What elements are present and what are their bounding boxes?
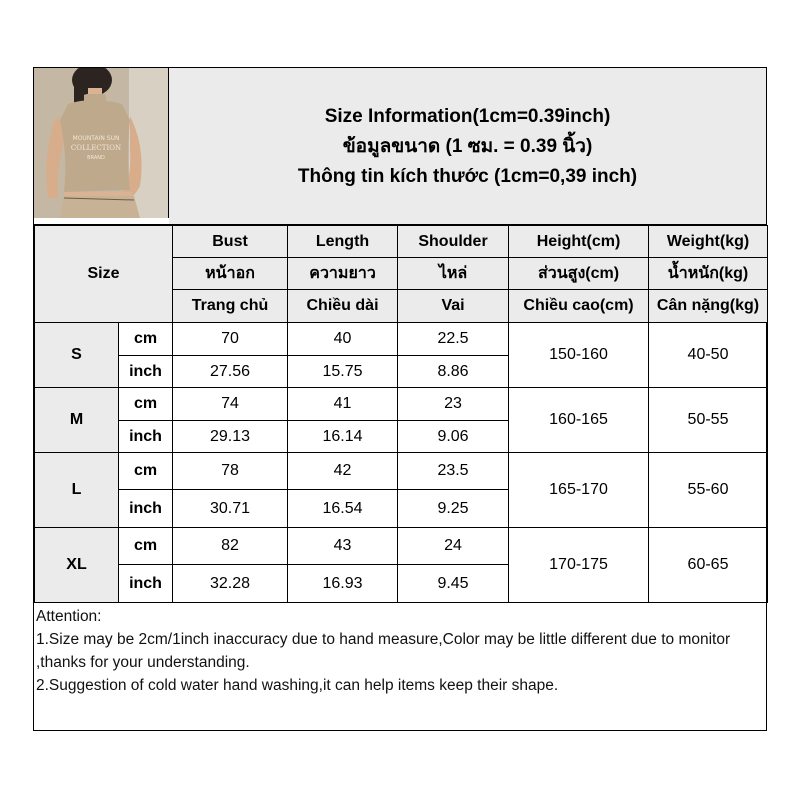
length-value: 43 [288, 528, 398, 565]
height-value: 160-165 [509, 388, 649, 453]
length-value: 16.14 [288, 421, 398, 453]
height-header-en: Height(cm) [509, 226, 649, 258]
size-info-title-en: Size Information(1cm=0.39inch) [324, 105, 611, 127]
size-label-m: M [35, 388, 119, 453]
length-value: 15.75 [288, 356, 398, 388]
attention-title: Attention: [36, 608, 102, 625]
unit-inch: inch [119, 421, 173, 453]
shoulder-header-vi: Vai [398, 290, 509, 323]
size-info-title-th: ข้อมูลขนาด (1 ซม. = 0.39 นิ้ว) [342, 135, 593, 157]
unit-cm: cm [119, 323, 173, 356]
unit-cm: cm [119, 528, 173, 565]
weight-value: 40-50 [649, 323, 768, 388]
table-row [35, 323, 768, 356]
bust-value: 82 [173, 528, 288, 565]
attention-note-2: 2.Suggestion of cold water hand washing,it can help items keep their shape. [36, 677, 559, 694]
size-label-s: S [35, 323, 119, 388]
bust-value: 78 [173, 453, 288, 490]
bust-value: 74 [173, 388, 288, 421]
bust-value: 32.28 [173, 565, 288, 603]
unit-cm: cm [119, 453, 173, 490]
shoulder-header-th: ไหล่ [398, 258, 509, 290]
unit-cm: cm [119, 388, 173, 421]
bust-value: 29.13 [173, 421, 288, 453]
size-table [34, 225, 768, 603]
shirt-print-line1: MOUNTAIN SUN [72, 135, 120, 142]
shoulder-value: 23.5 [398, 453, 509, 490]
weight-value: 60-65 [649, 528, 768, 603]
bust-value: 30.71 [173, 490, 288, 528]
shoulder-value: 22.5 [398, 323, 509, 356]
size-label-xl: XL [35, 528, 119, 603]
weight-header-vi: Cân nặng(kg) [649, 290, 768, 323]
bust-value: 70 [173, 323, 288, 356]
height-header-th: ส่วนสูง(cm) [509, 258, 649, 290]
size-information-header [169, 68, 766, 225]
shoulder-value: 8.86 [398, 356, 509, 388]
height-value: 165-170 [509, 453, 649, 528]
shoulder-value: 23 [398, 388, 509, 421]
length-value: 40 [288, 323, 398, 356]
shoulder-value: 9.06 [398, 421, 509, 453]
bust-header-en: Bust [173, 226, 288, 258]
bust-value: 27.56 [173, 356, 288, 388]
shoulder-value: 24 [398, 528, 509, 565]
length-value: 16.93 [288, 565, 398, 603]
unit-inch: inch [119, 490, 173, 528]
attention-notes [36, 605, 764, 697]
weight-header-th: น้ำหนัก(kg) [649, 258, 768, 290]
length-header-en: Length [288, 226, 398, 258]
shoulder-header-en: Shoulder [398, 226, 509, 258]
length-value: 41 [288, 388, 398, 421]
weight-value: 55-60 [649, 453, 768, 528]
length-header-th: ความยาว [288, 258, 398, 290]
weight-value: 50-55 [649, 388, 768, 453]
unit-inch: inch [119, 356, 173, 388]
header-row-en [35, 226, 768, 258]
size-label-l: L [35, 453, 119, 528]
shoulder-value: 9.45 [398, 565, 509, 603]
table-row [35, 528, 768, 565]
size-column-header: Size [35, 226, 173, 323]
table-row [35, 453, 768, 490]
size-info-title-vi: Thông tin kích thước (1cm=0,39 inch) [297, 165, 638, 187]
height-value: 170-175 [509, 528, 649, 603]
height-header-vi: Chiều cao(cm) [509, 290, 649, 323]
model-illustration [34, 68, 168, 218]
table-row [35, 388, 768, 421]
bust-header-th: หน้าอก [173, 258, 288, 290]
length-value: 16.54 [288, 490, 398, 528]
length-value: 42 [288, 453, 398, 490]
unit-inch: inch [119, 565, 173, 603]
shoulder-value: 9.25 [398, 490, 509, 528]
bust-header-vi: Trang chủ [173, 290, 288, 323]
shirt-print-line2: COLLECTION [70, 144, 122, 152]
weight-header-en: Weight(kg) [649, 226, 768, 258]
product-photo [34, 68, 169, 218]
attention-note-1: 1.Size may be 2cm/1inch inaccuracy due to hand measure,Color may be little different due to monitor ,thanks for your understanding. [36, 631, 731, 671]
shirt-print-line3: BRAND [87, 155, 105, 161]
length-header-vi: Chiều dài [288, 290, 398, 323]
height-value: 150-160 [509, 323, 649, 388]
